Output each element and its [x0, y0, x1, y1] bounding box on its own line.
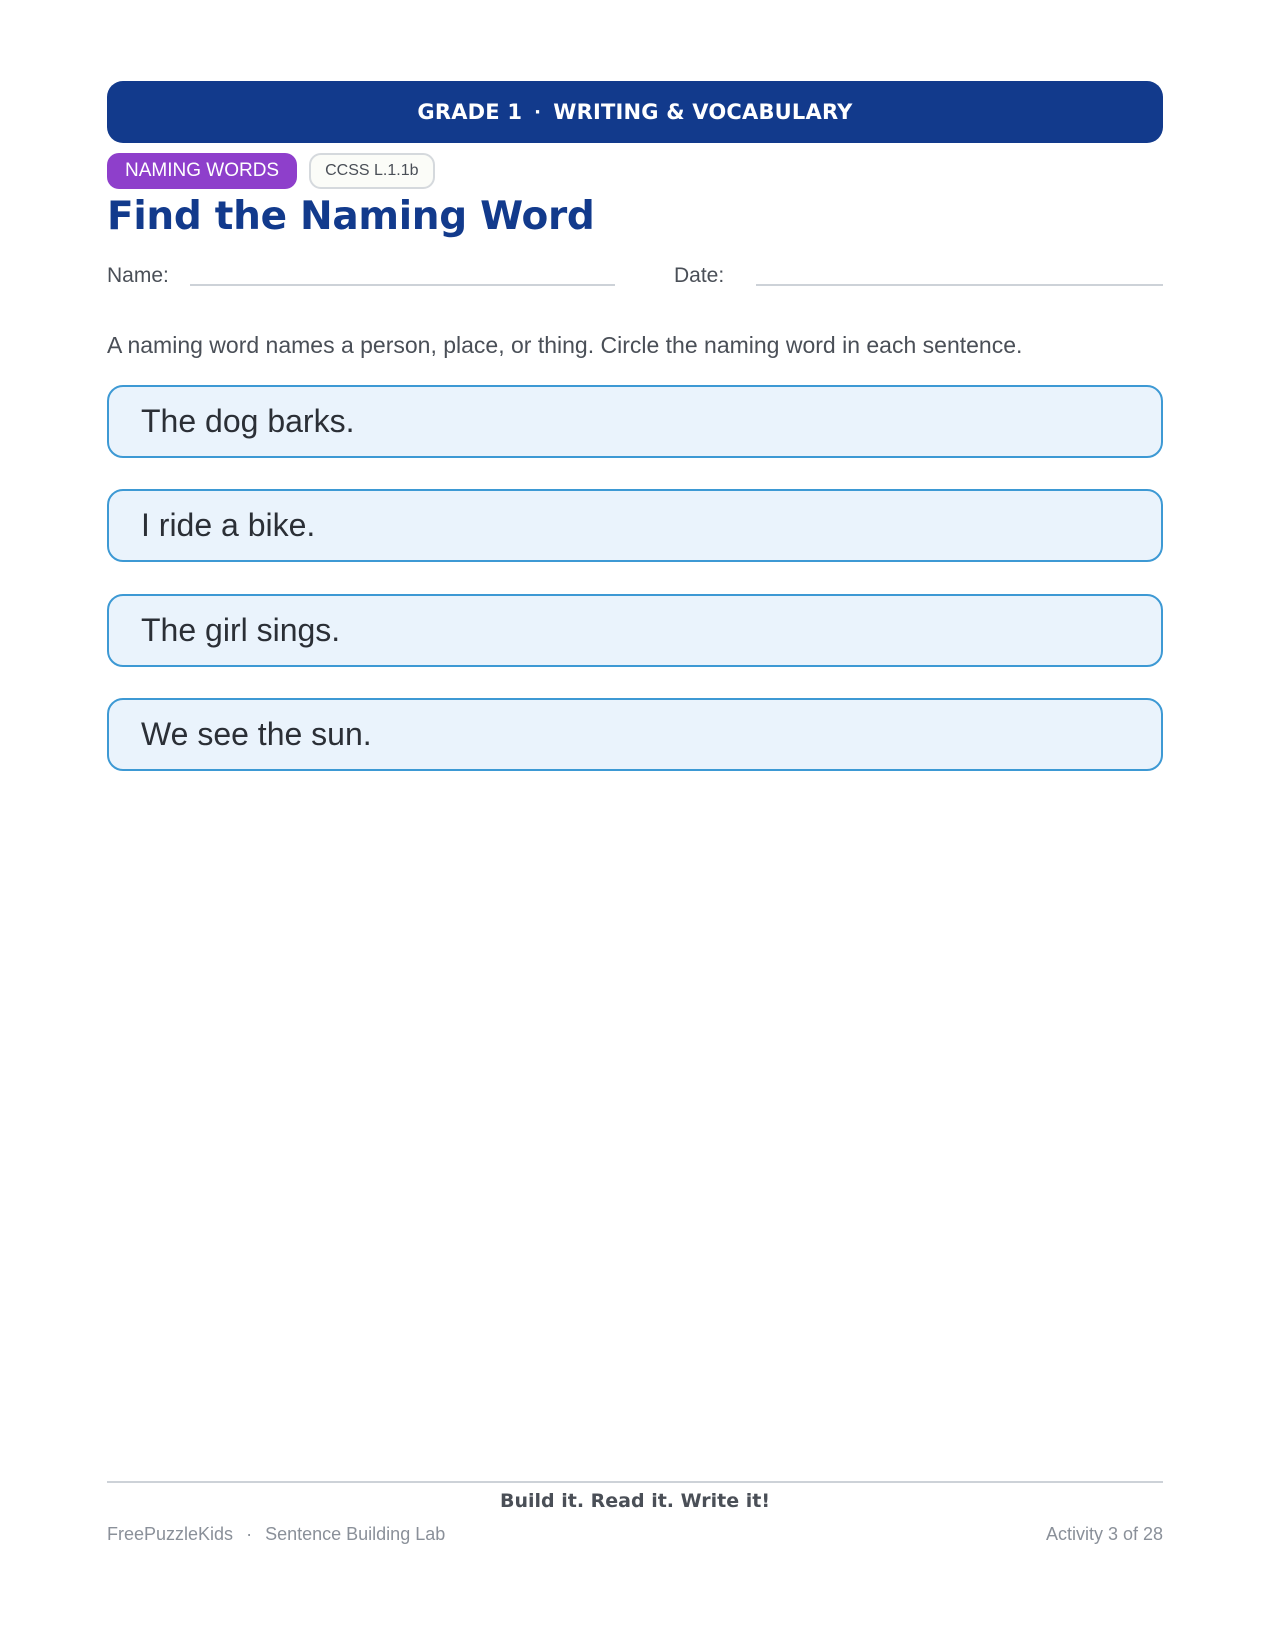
- sentence-text-4[interactable]: We see the sun.: [141, 716, 372, 752]
- page-title: Find the Naming Word: [107, 194, 595, 239]
- topic-tag: NAMING WORDS: [107, 153, 297, 189]
- banner-separator: ·: [534, 101, 542, 123]
- footer-brand: FreePuzzleKids: [107, 1524, 234, 1544]
- name-label: Name:: [107, 264, 169, 287]
- footer-series: Sentence Building Lab: [265, 1524, 446, 1544]
- sentence-box-3[interactable]: [107, 594, 1163, 667]
- activity-counter: Activity 3 of 28: [1045, 1524, 1163, 1544]
- date-field[interactable]: [756, 284, 1163, 286]
- standard-tag: CCSS L.1.1b: [309, 153, 434, 189]
- date-label: Date:: [674, 264, 725, 287]
- instructions: A naming word names a person, place, or thing. Circle the naming word in each sentence.: [107, 332, 1023, 358]
- subject-label: WRITING & VOCABULARY: [553, 100, 853, 124]
- name-field[interactable]: [190, 284, 615, 286]
- sentence-box-1[interactable]: [107, 385, 1163, 458]
- sentence-text-3[interactable]: The girl sings.: [141, 612, 341, 648]
- footer-credit: [107, 1524, 445, 1545]
- grade-label: GRADE 1: [417, 100, 523, 124]
- footer-separator: ·: [246, 1524, 253, 1544]
- sentence-text-1[interactable]: The dog barks.: [141, 403, 355, 439]
- sentence-box-2[interactable]: [107, 489, 1163, 562]
- sentence-text-2[interactable]: I ride a bike.: [141, 507, 316, 543]
- tag-row: [107, 153, 435, 189]
- footer-tagline: Build it. Read it. Write it!: [499, 1490, 770, 1512]
- grade-banner: [107, 81, 1163, 143]
- sentence-box-4[interactable]: [107, 698, 1163, 771]
- footer-divider: [107, 1481, 1163, 1483]
